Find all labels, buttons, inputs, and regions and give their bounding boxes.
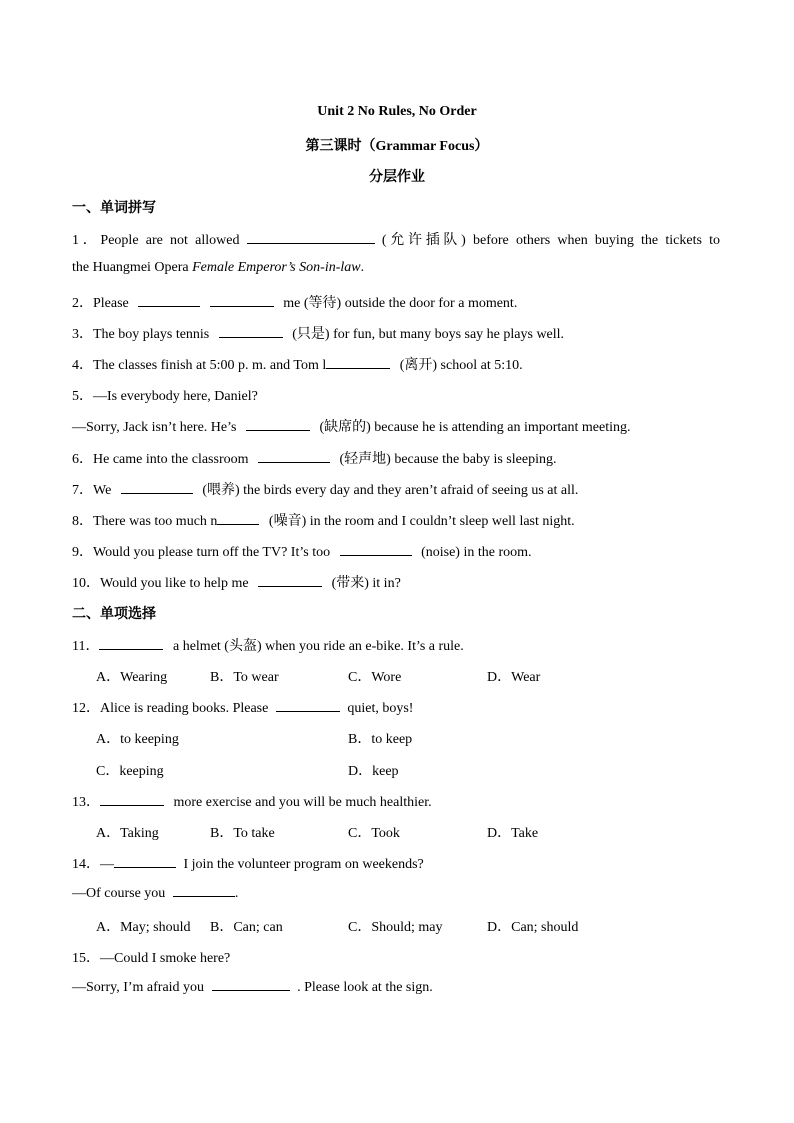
- question-10: 10．Would you like to help me (带来) it in?: [72, 576, 401, 591]
- answer-blank[interactable]: [100, 793, 164, 806]
- question-12: 12．Alice is reading books. Please quiet, boys!: [72, 701, 414, 716]
- option-c[interactable]: C．keeping: [96, 764, 164, 779]
- question-1-line-1: 1．People are not allowed (允许插队) before others when buying the tickets to: [72, 233, 721, 248]
- question-7: 7．We (喂养) the birds every day and they aren’t afraid of seeing us at all.: [72, 483, 579, 498]
- option-a[interactable]: A．May; should: [96, 920, 191, 935]
- question-4: 4．The classes finish at 5:00 p. m. and Tom l (离开) school at 5:10.: [72, 358, 523, 373]
- question-5-line-1: 5．—Is everybody here, Daniel?: [72, 389, 258, 404]
- lesson-subtitle: 第三课时（Grammar Focus）: [305, 139, 489, 154]
- answer-blank[interactable]: [246, 418, 310, 431]
- opera-title: Female Emperor’s Son-in-law: [192, 260, 361, 275]
- option-b[interactable]: B．to keep: [348, 732, 413, 747]
- answer-blank[interactable]: [340, 543, 412, 556]
- option-a[interactable]: A．Taking: [96, 826, 159, 841]
- answer-blank[interactable]: [276, 699, 340, 712]
- question-9: 9．Would you please turn off the TV? It’s too (noise) in the room.: [72, 545, 532, 560]
- option-b[interactable]: B．To take: [210, 826, 275, 841]
- answer-blank[interactable]: [121, 481, 193, 494]
- answer-blank[interactable]: [210, 294, 274, 307]
- option-c[interactable]: C．Took: [348, 826, 400, 841]
- answer-blank[interactable]: [173, 884, 235, 897]
- question-14-line-1: 14．— I join the volunteer program on weekends?: [72, 857, 424, 872]
- answer-blank[interactable]: [114, 855, 176, 868]
- question-1-line-2: the Huangmei Opera Female Emperor’s Son-in-law.: [72, 260, 365, 275]
- answer-blank[interactable]: [219, 325, 283, 338]
- question-13: 13． more exercise and you will be much healthier.: [72, 795, 432, 810]
- answer-blank[interactable]: [212, 978, 290, 991]
- option-a[interactable]: A．to keeping: [96, 732, 179, 747]
- section-heading-multiple-choice: 二、单项选择: [72, 607, 156, 622]
- unit-title: Unit 2 No Rules, No Order: [317, 104, 477, 119]
- option-b[interactable]: B．To wear: [210, 670, 279, 685]
- option-c[interactable]: C．Should; may: [348, 920, 443, 935]
- answer-blank[interactable]: [258, 574, 322, 587]
- question-5-line-2: —Sorry, Jack isn’t here. He’s (缺席的) because he is attending an important meeting.: [72, 420, 631, 435]
- option-b[interactable]: B．Can; can: [210, 920, 283, 935]
- question-15-line-1: 15．—Could I smoke here?: [72, 951, 231, 966]
- answer-blank[interactable]: [138, 294, 200, 307]
- question-6: 6．He came into the classroom (轻声地) because the baby is sleeping.: [72, 452, 557, 467]
- answer-blank[interactable]: [258, 450, 330, 463]
- question-3: 3．The boy plays tennis (只是) for fun, but many boys say he plays well.: [72, 327, 565, 342]
- answer-blank[interactable]: [326, 356, 390, 369]
- homework-label: 分层作业: [369, 170, 425, 185]
- option-d[interactable]: D．Wear: [487, 670, 541, 685]
- section-heading-spelling: 一、单词拼写: [72, 201, 156, 216]
- answer-blank[interactable]: [247, 231, 375, 244]
- option-d[interactable]: D．Take: [487, 826, 539, 841]
- answer-blank[interactable]: [217, 512, 259, 525]
- option-d[interactable]: D．keep: [348, 764, 399, 779]
- option-a[interactable]: A．Wearing: [96, 670, 168, 685]
- question-15-line-2: —Sorry, I’m afraid you . Please look at the sign.: [72, 980, 433, 995]
- option-d[interactable]: D．Can; should: [487, 920, 579, 935]
- question-14-line-2: —Of course you .: [72, 886, 239, 901]
- option-c[interactable]: C．Wore: [348, 670, 402, 685]
- question-2: 2．Please me (等待) outside the door for a moment.: [72, 296, 518, 311]
- question-8: 8．There was too much n (噪音) in the room and I couldn’t sleep well last night.: [72, 514, 575, 529]
- answer-blank[interactable]: [99, 637, 163, 650]
- question-11: 11． a helmet (头盔) when you ride an e-bike. It’s a rule.: [72, 639, 464, 654]
